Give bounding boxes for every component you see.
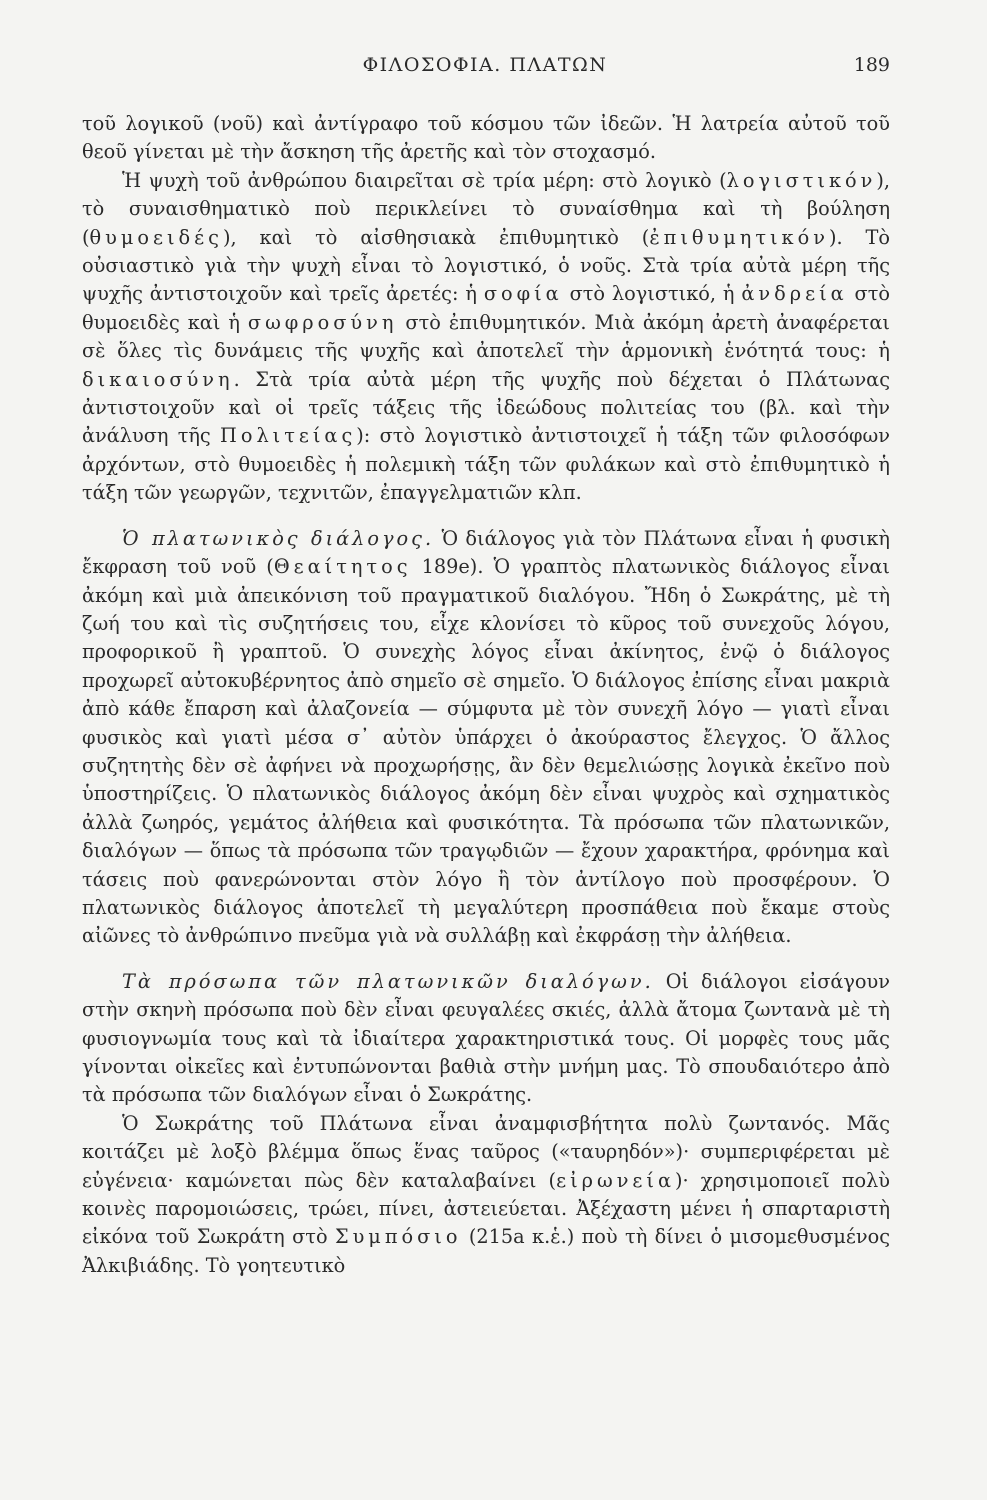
paragraph-continuation (82, 110, 890, 167)
text-run: Ὁ διάλογος γιὰ τὸν Πλάτωνα εἶναι ἡ φυσικὴ ἔκφραση τοῦ νοῦ ( (82, 526, 890, 579)
text-run: )· χρησιμοποιεῖ πολὺ κοινὲς παρομοιώσεις, τρώει, πίνει, ἀστειεύεται. Ἀξέχαστη μένει ἡ σπαρταριστὴ εἰκόνα τοῦ Σωκράτη στὸ (82, 1168, 891, 1249)
spaced-term: Πολιτείας (220, 424, 357, 448)
spaced-term: Θεαίτητος (273, 555, 412, 579)
spaced-term: σοφία (483, 282, 563, 306)
text-run: τοῦ λογικοῦ (νοῦ) καὶ ἀντίγραφο τοῦ κόσμου τῶν ἰδεῶν. Ἡ λατρεία αὐτοῦ τοῦ θεοῦ γίνεται μὲ τὴν ἄσκηση τῆς ἀρετῆς καὶ τὸν στοχασμό. (82, 112, 890, 164)
section-heading: Ὁ πλατωνικὸς διάλογος. (122, 526, 435, 550)
spaced-term: ἀνδρεία (741, 282, 848, 306)
page-header (80, 54, 890, 84)
paragraph-socrates (82, 1110, 890, 1280)
text-run: . Στὰ τρία αὐτὰ μέρη τῆς ψυχῆς ποὺ δέχεται ὁ Πλάτωνας ἀντιστοιχοῦν καὶ οἱ τρεῖς τάξεις τῆς ἰδεώδους πολιτείας του (βλ. καὶ τὴν ἀνάλυση τῆς (82, 367, 890, 448)
page-number: 189 (853, 54, 890, 76)
paragraph-dialogue-persons (82, 968, 890, 1110)
paragraph-soul-parts (82, 167, 890, 508)
spaced-term: θυμοειδές (89, 225, 223, 249)
text-run: ), καὶ τὸ αἰσθησιακὰ ἐπιθυμητικὸ ( (222, 225, 650, 249)
text-run: ), τὸ συναισθηματικὸ ποὺ περικλείνει τὸ συναίσθημα καὶ τὴ βούληση ( (82, 168, 890, 249)
text-run: (215a κ.ἑ.) ποὺ τὴ δίνει ὁ μισομεθυσμένος Ἀλκιβιάδης. Τὸ γοητευτικὸ (82, 1225, 890, 1277)
text-run: Ὁ Σωκράτης τοῦ Πλάτωνα εἶναι ἀναμφισβήτητα πολὺ ζωντανός. Μᾶς κοιτάζει μὲ λοξὸ βλέμμα ὅπως ἕνας ταῦρος («ταυρηδόν»)· συμπεριφέρεται μὲ εὐγένεια· καμώνεται πὼς δὲν καταλαβαίνει ( (82, 1111, 890, 1192)
text-run: στὸ λογιστικό, ἡ (562, 282, 742, 306)
spaced-term: Συμπόσιο (334, 1225, 462, 1249)
spaced-term: ἐπιθυμητικόν (649, 225, 829, 249)
spaced-term: σωφροσύνη (247, 310, 398, 334)
text-run: στὸ ἐπιθυμητικόν. Μιὰ ἀκόμη ἀρετὴ ἀναφέρεται σὲ ὅλες τὶς δυνάμεις τῆς ψυχῆς καὶ ἀποτελεῖ τὴν ἁρμονικὴ ἑνότητά τους: ἡ (82, 310, 890, 363)
section-heading: Τὰ πρόσωπα τῶν πλατωνικῶν διαλόγων. (122, 969, 654, 993)
text-run: Οἱ διάλογοι εἰσάγουν στὴν σκηνὴ πρόσωπα ποὺ δὲν εἶναι φευγαλέες σκιές, ἀλλὰ ἄτομα ζωντανὰ μὲ τὴ φυσιογνωμία τους καὶ τὰ ἰδιαίτερα χαρακτηριστικά τους. Οἱ μορφὲς τους μᾶς γίνονται οἰκεῖες καὶ ἐντυπώνονται βαθιὰ στὴν μνήμη μας. Τὸ σπουδαιότερο ἀπὸ τὰ πρόσωπα τῶν διαλόγων εἶναι ὁ Σωκράτης. (82, 969, 890, 1107)
body-text (82, 110, 890, 1280)
spaced-term: δικαιοσύνη (82, 367, 234, 391)
spaced-term: εἰρωνεία (556, 1168, 675, 1192)
text-run: ). Τὸ οὐσιαστικὸ γιὰ τὴν ψυχὴ εἶναι τὸ λογιστικό, ὁ νοῦς. Στὰ τρία αὐτὰ μέρη τῆς ψυχῆς ἀντιστοιχοῦν καὶ τρεῖς ἀρετές: ἡ (82, 225, 890, 306)
paragraph-platonic-dialogue (82, 525, 890, 951)
text-run: στὸ θυμοειδὲς καὶ ἡ (82, 282, 890, 334)
text-run: 189e). Ὁ γραπτὸς πλατωνικὸς διάλογος εἶναι ἀκόμη καὶ μιὰ ἀπεικόνιση τοῦ πραγματικοῦ διαλόγου. Ἤδη ὁ Σωκράτης, μὲ τὴ ζωή του καὶ τὶς συζητήσεις του, εἶχε κλονίσει τὸ κῦρος τοῦ συνεχοῦς λόγου, προφορικοῦ ἢ γραπτοῦ. Ὁ συνεχὴς λόγος εἶναι ἀκίνητος, ἐνῷ ὁ διάλογος προχωρεῖ αὐτοκυβέρνητος ἀπὸ σημεῖο σὲ σημεῖο. Ὁ διάλογος ἐπίσης εἶναι μακριὰ ἀπὸ κάθε ἔπαρση καὶ ἀλαζονεία — σύμφυτα μὲ τὸν συνεχῆ λόγο — γιατὶ εἶναι φυσικὸς καὶ γιατὶ μέσα σ᾽ αὐτὸν ὑπάρχει ὁ ἀκούραστος ἔλεγχος. Ὁ ἄλλος συζητητὴς δὲν σὲ ἀφήνει νὰ προχωρήσῃς, ἂν δὲν θεμελιώσῃς λογικὰ ἐκεῖνο ποὺ ὑποστηρίζεις. Ὁ πλατωνικὸς διάλογος ἀκόμη δὲν εἶναι ψυχρὸς καὶ σχηματικὸς ἀλλὰ ζωηρός, γεμάτος ἀλήθεια καὶ φυσικότητα. Τὰ πρόσωπα τῶν πλατωνικῶν, διαλόγων — ὅπως τὰ πρόσωπα τῶν τραγῳδιῶν — ἔχουν χαρακτήρα, φρόνημα καὶ τάσεις ποὺ φανερώνονται στὸν λόγο ἢ τὸν ἀντίλογο ποὺ προσφέρουν. Ὁ πλατωνικὸς διάλογος ἀποτελεῖ τὴ μεγαλύτερη προσπάθεια ποὺ ἔκαμε στοὺς αἰῶνες τὸ ἀνθρώπινο πνεῦμα γιὰ νὰ συλλάβῃ καὶ ἐκφράσῃ τὴν ἀλήθεια. (82, 555, 890, 948)
running-title: ΦΙΛΟΣΟΦΙΑ. ΠΛΑΤΩΝ (362, 54, 608, 76)
text-run: ): στὸ λογιστικὸ ἀντιστοιχεῖ ἡ τάξη τῶν φιλοσόφων ἀρχόντων, στὸ θυμοειδὲς ἡ πολεμικὴ τάξη τῶν φυλάκων καὶ στὸ ἐπιθυμητικὸ ἡ τάξη τῶν γεωργῶν, τεχνιτῶν, ἐπαγγελματιῶν κλπ. (82, 424, 890, 505)
spaced-term: λογιστικόν (726, 168, 877, 192)
text-run: Ἡ ψυχὴ τοῦ ἀνθρώπου διαιρεῖται σὲ τρία μέρη: στὸ λογικὸ ( (122, 168, 727, 192)
